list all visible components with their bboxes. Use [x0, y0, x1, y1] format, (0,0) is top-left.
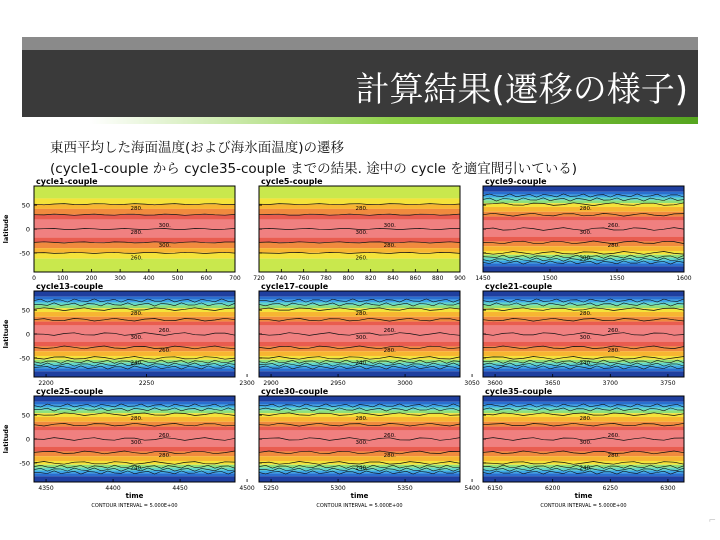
lat-band-0: [259, 291, 460, 297]
x-tick-label: 6150: [487, 485, 503, 492]
x-tick-label: 1600: [676, 275, 692, 282]
lat-band-8: [259, 322, 460, 326]
lat-band-12: [34, 351, 235, 356]
x-tick-label: 2200: [38, 380, 54, 387]
lat-band-8: [483, 427, 684, 431]
lat-band-0: [34, 186, 235, 198]
contour-interval-label: CONTOUR INTERVAL = 5.000E+00: [91, 503, 178, 509]
x-tick-label: 3050: [464, 380, 480, 387]
lat-band-4: [34, 215, 235, 220]
contour-label: 300.: [579, 229, 592, 236]
lat-band-0: [259, 396, 460, 402]
x-tick-label: 5250: [263, 485, 279, 492]
contour-label: 300.: [579, 334, 592, 341]
contour-label: 300.: [158, 223, 171, 230]
x-tick-label: 1500: [542, 275, 558, 282]
x-tick-label: 1550: [609, 275, 625, 282]
x-tick-label: 840: [387, 275, 399, 282]
lat-band-12: [34, 456, 235, 461]
contour-label: 240.: [355, 465, 368, 472]
x-tick-label: 2250: [138, 380, 155, 387]
panel-title: cycle5-couple: [261, 177, 323, 186]
subtitle-line-1: 東西平均した海面温度(および海氷面温度)の遷移: [50, 140, 345, 156]
lat-band-12: [259, 351, 460, 356]
panel-title: cycle9-couple: [485, 177, 547, 186]
contour-label: 300.: [130, 334, 143, 341]
x-tick-label: 500: [171, 275, 184, 282]
x-axis-label: time: [350, 492, 369, 500]
contour-label: 300.: [579, 439, 592, 446]
lat-band-12: [259, 456, 460, 461]
contour-label: 240.: [579, 360, 592, 367]
contour-interval-label: CONTOUR INTERVAL = 5.000E+00: [316, 503, 403, 509]
contour-label: 300.: [579, 255, 592, 262]
lat-band-18: [34, 476, 235, 482]
lat-band-8: [259, 427, 460, 431]
lat-band-8: [483, 322, 684, 326]
contour-label: 280.: [579, 415, 592, 422]
x-tick-label: 740: [275, 275, 288, 282]
lat-band-18: [483, 266, 684, 272]
y-tick-label: 50: [21, 306, 30, 315]
lat-band-18: [259, 476, 460, 482]
panel-title: cycle21-couple: [485, 282, 553, 291]
contour-label: 280.: [355, 205, 368, 212]
lat-band-8: [34, 248, 235, 253]
contour-label: 260.: [607, 328, 620, 335]
x-tick-label: 300: [114, 275, 126, 282]
panel-cycle25-couple: [2, 387, 255, 509]
lat-band-0: [483, 396, 684, 402]
y-tick-label: -50: [19, 459, 30, 468]
lat-band-0: [34, 396, 235, 402]
contour-label: 280.: [355, 415, 368, 422]
lat-band-0: [34, 291, 235, 297]
lat-band-4: [483, 200, 684, 203]
panel-cycle35-couple: [483, 387, 684, 509]
y-tick-label: 0: [25, 225, 30, 234]
contour-label: 300.: [355, 334, 368, 341]
lat-band-1: [34, 297, 235, 300]
lat-band-17: [259, 368, 460, 371]
header-top-band: [22, 37, 698, 50]
x-tick-label: 780: [320, 275, 332, 282]
contour-label: 280.: [130, 229, 143, 236]
lat-band-8: [34, 427, 235, 431]
x-tick-label: 3000: [397, 380, 413, 387]
panel-cycle1-couple: [2, 177, 241, 282]
lat-band-18: [483, 476, 684, 482]
contour-label: 260.: [158, 348, 171, 355]
x-tick-label: 2900: [263, 380, 279, 387]
contour-label: 300.: [355, 229, 368, 236]
lat-band-10: [259, 447, 460, 452]
contour-label: 260.: [383, 328, 396, 335]
panel-cycle30-couple: [259, 387, 480, 509]
contour-label: 280.: [579, 310, 592, 317]
corner-mark: ⌐: [708, 516, 716, 526]
x-tick-label: 400: [143, 275, 155, 282]
panel-title: cycle13-couple: [36, 282, 104, 291]
contour-label: 260.: [607, 223, 620, 230]
panel-cycle13-couple: [2, 282, 255, 387]
contour-label: 240.: [130, 360, 143, 367]
x-tick-label: 820: [364, 275, 377, 282]
x-tick-label: 0: [32, 275, 36, 282]
panel-title: cycle17-couple: [261, 282, 329, 291]
x-tick-label: 2300: [239, 380, 255, 387]
lat-band-8: [259, 248, 460, 253]
lat-band-8: [34, 322, 235, 326]
contour-label: 300.: [355, 439, 368, 446]
y-tick-label: 0: [25, 435, 30, 444]
y-tick-label: 50: [21, 411, 30, 420]
x-tick-label: 760: [297, 275, 310, 282]
contour-label: 260.: [355, 255, 368, 262]
lat-band-17: [483, 263, 684, 266]
x-tick-label: 3750: [660, 380, 676, 387]
lat-band-10: [34, 447, 235, 452]
contour-label: 260.: [130, 255, 143, 262]
x-tick-label: 4400: [105, 485, 121, 492]
lat-band-18: [34, 371, 235, 377]
lat-band-0: [483, 291, 684, 297]
page-title: 計算結果(遷移の様子): [355, 70, 688, 110]
contour-label: 280.: [579, 205, 592, 212]
contour-label: 280.: [607, 453, 620, 460]
contour-label: 260.: [383, 433, 396, 440]
y-tick-label: -50: [19, 354, 30, 363]
lat-band-10: [483, 237, 684, 242]
y-tick-label: 50: [21, 201, 30, 210]
x-tick-label: 800: [342, 275, 355, 282]
contour-label: 280.: [130, 205, 143, 212]
x-tick-label: 720: [253, 275, 265, 282]
lat-band-6: [34, 238, 235, 243]
y-tick-label: -50: [19, 249, 30, 258]
panel-title: cycle30-couple: [261, 387, 329, 396]
x-tick-label: 880: [431, 275, 444, 282]
x-axis-label: time: [125, 492, 144, 500]
contour-label: 260.: [158, 328, 171, 335]
x-tick-label: 1450: [475, 275, 491, 282]
x-tick-label: 5350: [397, 485, 413, 492]
x-tick-label: 700: [229, 275, 241, 282]
lat-band-7: [34, 422, 235, 427]
lat-band-6: [259, 238, 460, 243]
subtitle-line-2: (cycle1-couple から cycle35-couple までの結果. 途中の cycle を適宜間引いている): [50, 161, 577, 177]
x-tick-label: 3650: [545, 380, 561, 387]
contour-label: 280.: [130, 310, 143, 317]
x-tick-label: 4350: [38, 485, 54, 492]
y-axis-label: latitude: [2, 424, 10, 454]
lat-band-11: [259, 346, 460, 351]
lat-band-18: [483, 371, 684, 377]
x-tick-label: 900: [454, 275, 466, 282]
x-tick-label: 3700: [602, 380, 618, 387]
x-tick-label: 100: [56, 275, 69, 282]
lat-band-1: [259, 297, 460, 300]
lat-band-17: [483, 368, 684, 371]
accent-gradient-bar: [22, 117, 698, 124]
y-axis-label: latitude: [2, 319, 10, 349]
panel-cycle17-couple: [259, 282, 480, 387]
lat-band-17: [483, 473, 684, 476]
x-tick-label: 860: [409, 275, 422, 282]
lat-band-1: [483, 297, 684, 300]
lat-band-1: [259, 402, 460, 405]
contour-label: 280.: [383, 348, 396, 355]
lat-band-18: [259, 371, 460, 377]
contour-label: 240.: [355, 360, 368, 367]
contour-label: 280.: [607, 348, 620, 355]
x-tick-label: 5300: [330, 485, 346, 492]
lat-band-11: [483, 241, 684, 246]
panel-cycle5-couple: [253, 177, 466, 282]
contour-figure: [0, 176, 720, 516]
contour-label: 300.: [130, 439, 143, 446]
x-tick-label: 4450: [172, 485, 188, 492]
contour-label: 280.: [607, 243, 620, 250]
lat-band-12: [483, 351, 684, 356]
contour-label: 280.: [130, 415, 143, 422]
lat-band-0: [259, 186, 460, 198]
contour-label: 260.: [158, 433, 171, 440]
contour-label: 280.: [158, 453, 171, 460]
contour-interval-label: CONTOUR INTERVAL = 5.000E+00: [540, 503, 627, 509]
contour-label: 260.: [607, 433, 620, 440]
x-tick-label: 200: [85, 275, 98, 282]
x-tick-label: 3600: [487, 380, 503, 387]
x-tick-label: 6200: [545, 485, 561, 492]
y-tick-label: 0: [25, 330, 30, 339]
y-axis-label: latitude: [2, 214, 10, 244]
x-tick-label: 4500: [239, 485, 255, 492]
x-tick-label: 5400: [464, 485, 480, 492]
contour-label: 300.: [383, 223, 396, 230]
x-tick-label: 6250: [602, 485, 618, 492]
contour-label: 280.: [355, 310, 368, 317]
x-tick-label: 600: [200, 275, 213, 282]
lat-band-1: [34, 402, 235, 405]
panel-title: cycle25-couple: [36, 387, 104, 396]
contour-label: 240.: [130, 465, 143, 472]
panel-cycle9-couple: [475, 177, 691, 282]
contour-label: 280.: [383, 453, 396, 460]
lat-band-12: [483, 246, 684, 251]
lat-band-0: [483, 186, 684, 192]
lat-band-8: [483, 217, 684, 221]
x-tick-label: 2950: [330, 380, 346, 387]
panel-cycle21-couple: [483, 282, 684, 387]
lat-band-10: [483, 447, 684, 452]
lat-band-12: [483, 456, 684, 461]
contour-label: 280.: [383, 243, 396, 250]
contour-label: 240.: [579, 465, 592, 472]
lat-band-4: [483, 305, 684, 308]
x-tick-label: 6300: [660, 485, 676, 492]
lat-band-17: [34, 368, 235, 371]
contour-label: 300.: [158, 243, 171, 250]
panel-title: cycle1-couple: [36, 177, 98, 186]
x-axis-label: time: [574, 492, 593, 500]
panel-title: cycle35-couple: [485, 387, 553, 396]
